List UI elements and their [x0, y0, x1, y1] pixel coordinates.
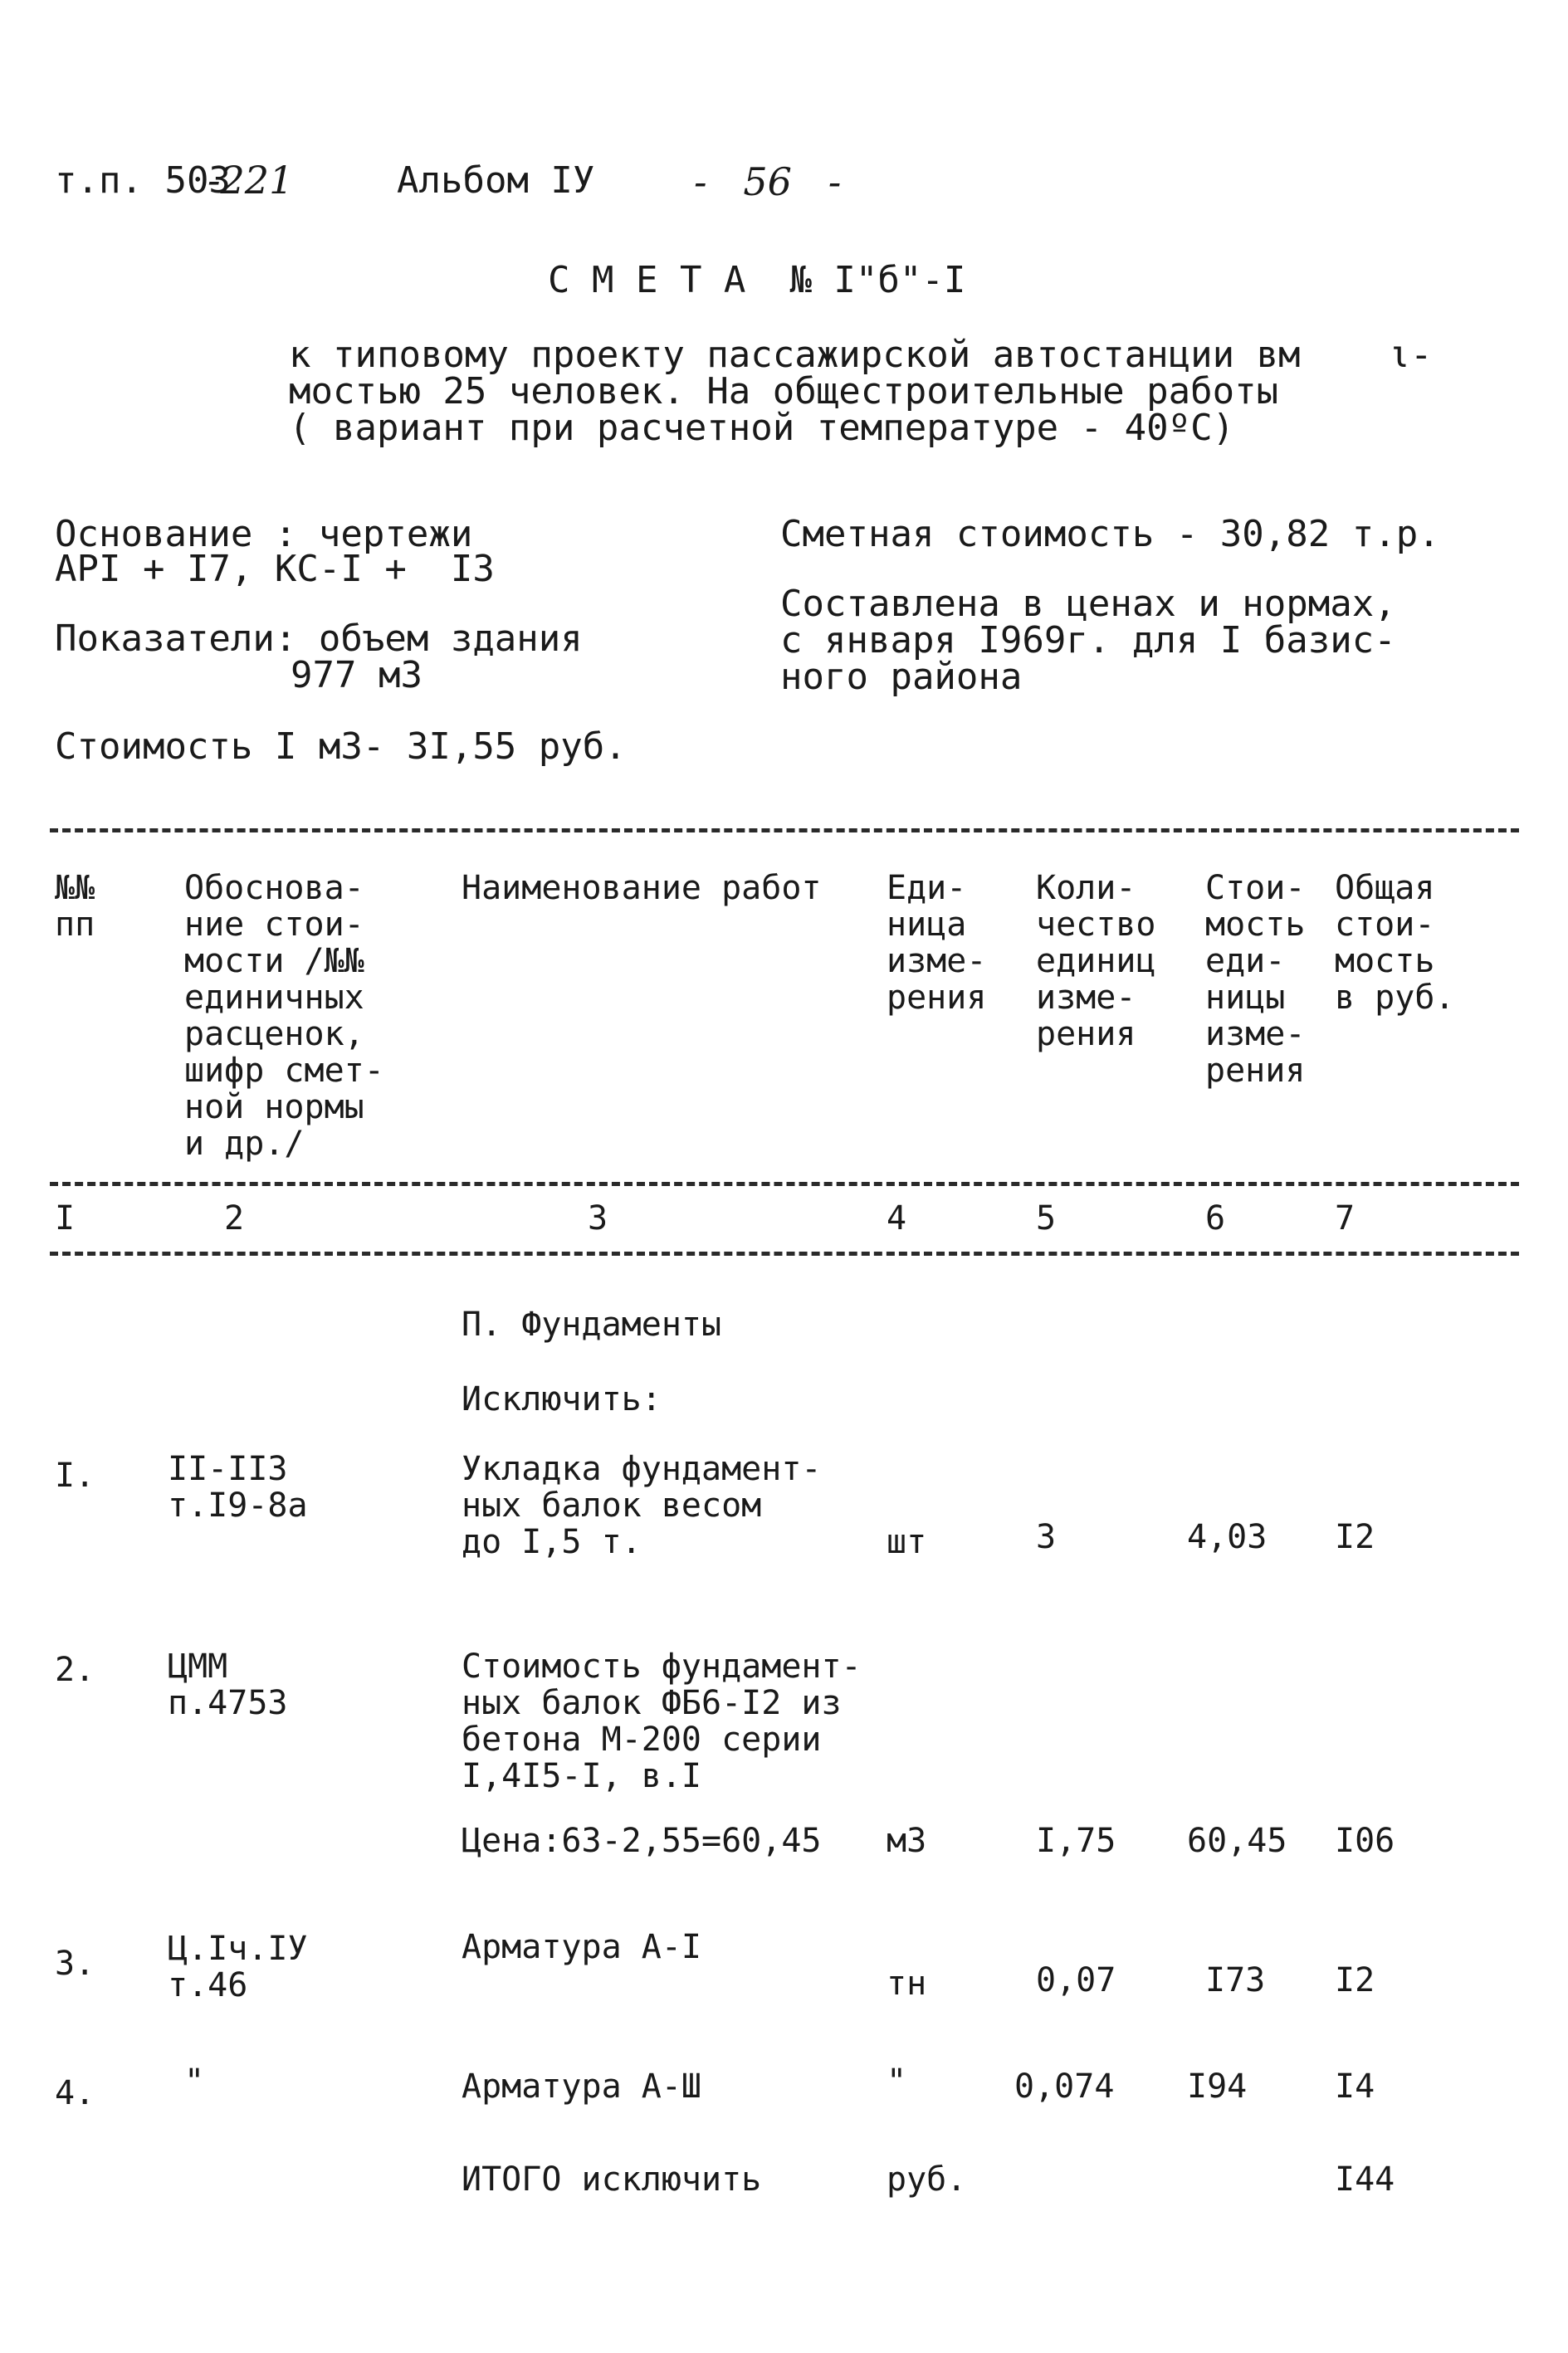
row-quantity: 3	[1036, 1518, 1057, 1556]
section-title: П. Фундаменты	[462, 1306, 722, 1344]
row-unit: м3	[887, 1822, 927, 1860]
row-unit-price: 60,45	[1187, 1822, 1287, 1860]
column-number: 7	[1335, 1199, 1356, 1238]
row-total: I06	[1335, 1822, 1395, 1860]
row-basis: II-II3 т.I9-8а	[168, 1450, 308, 1525]
header-work-name: Наименование работ	[462, 869, 822, 907]
header-unit: Еди- ница изме- рения	[887, 869, 987, 1017]
unit-cost: Стоимость I м3- 3I,55 руб.	[55, 725, 627, 768]
row-number: 2.	[55, 1651, 95, 1689]
indicators-label: Показатели: объем здания	[55, 618, 583, 660]
row-number: 4.	[55, 2074, 95, 2112]
row-total: I2	[1335, 1518, 1375, 1556]
page-number: - 56 -	[694, 159, 842, 204]
total-unit: руб.	[887, 2160, 967, 2199]
header-item-number: №№ пп	[55, 869, 95, 944]
subtitle-line: ( вариант при расчетной температуре - 40ºС)	[289, 407, 1235, 449]
prices-basis-line: Составлена в ценах и нормах,	[780, 583, 1396, 625]
header-unit-price: Стои- мость еди- ницы изме- рения	[1205, 869, 1306, 1090]
row-number: I.	[55, 1457, 95, 1495]
prices-basis-line: с января I969г. для I базис-	[780, 619, 1396, 661]
total-value: I44	[1335, 2160, 1395, 2199]
row-unit: шт	[887, 1523, 927, 1561]
prices-basis-line: ного района	[780, 656, 1023, 698]
row-total: I4	[1335, 2067, 1375, 2106]
column-number: 3	[588, 1199, 608, 1238]
header-cost-basis: Обоснова- ние стои- мости /№№ единичных расценок, шифр смет- ной нормы и др./	[184, 869, 384, 1163]
row-basis: Ц.Iч.IУ т.46	[168, 1930, 308, 2004]
row-number: 3.	[55, 1945, 95, 1983]
column-number: I	[55, 1199, 76, 1238]
row-unit-price: 4,03	[1187, 1518, 1268, 1556]
row-basis: ЦММ п.4753	[168, 1648, 288, 1722]
estimated-cost: Сметная стоимость - 30,82 т.р.	[780, 513, 1440, 555]
total-label: ИТОГО исключить	[462, 2160, 762, 2199]
building-volume: 977 м3	[291, 654, 423, 696]
document-number: -221	[208, 158, 294, 203]
row-work-name: Укладка фундамент- ных балок весом до I,5 т.	[462, 1450, 822, 1561]
row-unit-price: I94	[1187, 2067, 1248, 2106]
row-unit: тн	[887, 1965, 927, 2003]
row-quantity: I,75	[1036, 1822, 1116, 1860]
album-label: Альбом IУ	[397, 159, 595, 202]
row-quantity: 0,074	[1014, 2067, 1115, 2106]
subtitle-line: к типовому проекту пассажирской автостанции вм ι-	[289, 334, 1433, 376]
column-number: 5	[1036, 1199, 1057, 1238]
column-number: 2	[224, 1199, 245, 1238]
basis-line: Основание : чертежи	[55, 513, 473, 555]
document-reference: т.п. 503	[55, 159, 231, 202]
header-bottom-rule	[50, 1182, 1519, 1186]
column-number: 4	[887, 1199, 907, 1238]
column-number: 6	[1205, 1199, 1226, 1238]
document-title: С М Е Т А № I"б"-I	[548, 259, 966, 301]
row-work-name: Стоимость фундамент- ных балок ФБ6-I2 из бетона М-200 серии I,4I5-I, в.I	[462, 1648, 862, 1795]
row-total: I2	[1335, 1961, 1375, 1999]
basis-drawings: АРI + I7, КС-I + I3	[55, 548, 495, 590]
table-top-rule	[50, 828, 1519, 832]
row-quantity: 0,07	[1036, 1961, 1116, 1999]
row-work-name: Арматура А-Ш	[462, 2067, 701, 2106]
header-total-cost: Общая стои- мость в руб.	[1335, 869, 1455, 1017]
row-price-note: Цена:63-2,55=60,45	[462, 1822, 822, 1860]
exclude-label: Исключить:	[462, 1380, 662, 1418]
row-unit-price: I73	[1205, 1961, 1266, 1999]
row-work-name: Арматура А-I	[462, 1928, 701, 1966]
row-basis: "	[184, 2063, 205, 2101]
subtitle-line: мостью 25 человек. На общестроительные работы	[289, 370, 1279, 413]
column-numbers-rule	[50, 1252, 1519, 1256]
header-quantity: Коли- чество единиц изме- рения	[1036, 869, 1156, 1053]
row-unit: "	[887, 2063, 907, 2101]
